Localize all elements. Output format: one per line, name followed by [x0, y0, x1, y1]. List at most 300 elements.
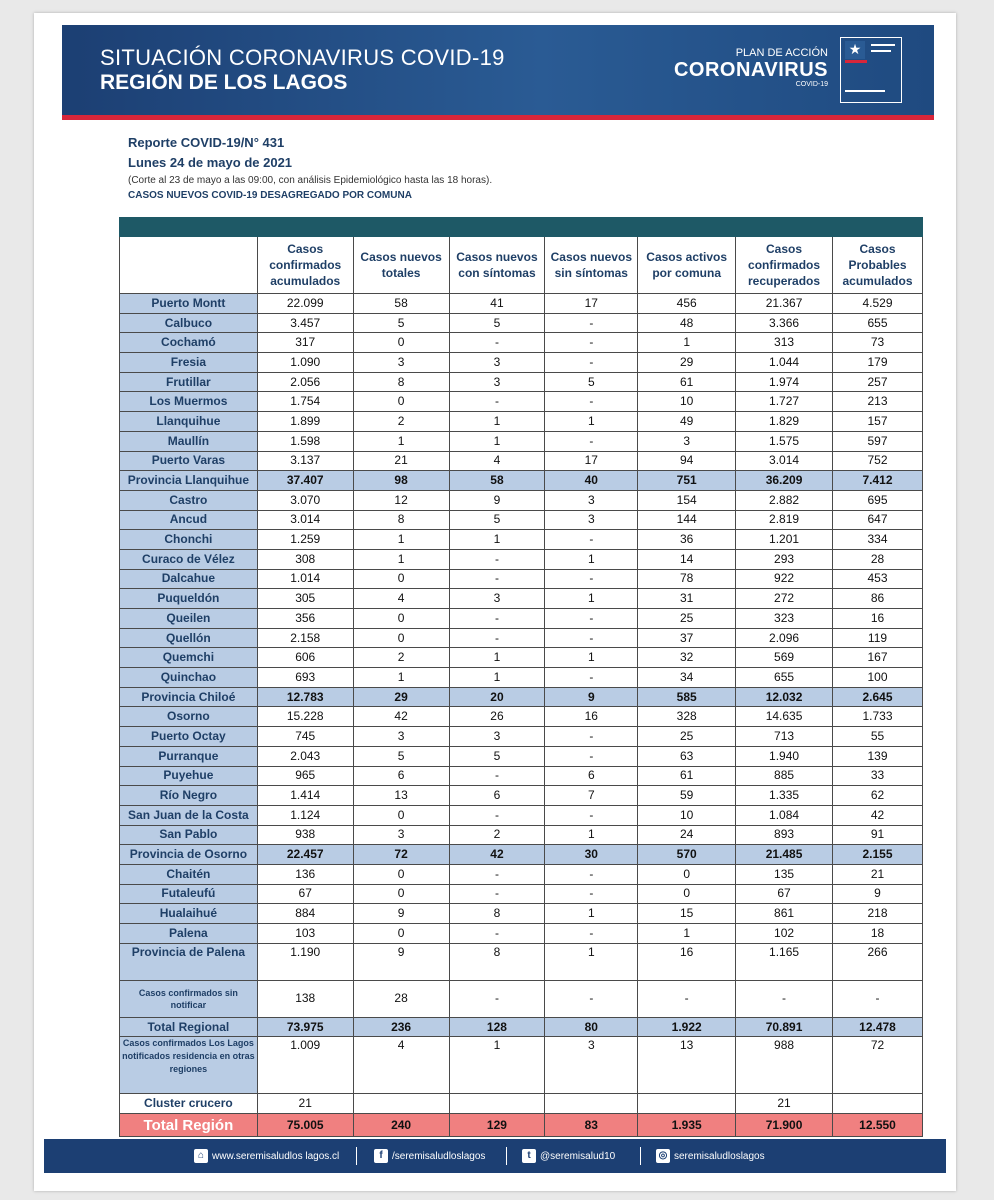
table-cell: 313 [736, 333, 833, 353]
footer-instagram[interactable] [656, 1149, 765, 1163]
table-cell: 72 [833, 1037, 923, 1094]
table-cell: 12.550 [833, 1114, 923, 1137]
table-cell: 884 [257, 904, 353, 924]
table-cell: 0 [353, 392, 449, 412]
table-cell: 3 [449, 589, 545, 609]
table-cell: - [545, 431, 638, 451]
table-cell: 71.900 [736, 1114, 833, 1137]
table-cell: 3 [353, 353, 449, 373]
table-cell: 1.259 [257, 530, 353, 550]
table-cell: 1 [353, 530, 449, 550]
table-cell: 2.645 [833, 687, 923, 707]
table-cell: 1 [545, 904, 638, 924]
table-cell: 6 [353, 766, 449, 786]
row-name: Futaleufú [120, 884, 258, 904]
table-cell: - [449, 609, 545, 629]
row-name: Puerto Montt [120, 294, 258, 314]
table-cell: 12.783 [257, 687, 353, 707]
table-cell: 8 [449, 943, 545, 980]
facebook-icon: f [374, 1149, 388, 1163]
header-banner [62, 25, 934, 120]
table-cell: 1.575 [736, 431, 833, 451]
row-name: Llanquihue [120, 412, 258, 432]
table-row [120, 392, 923, 412]
table-cell: 16 [833, 609, 923, 629]
table-cell: 0 [353, 864, 449, 884]
table-cell: 570 [638, 845, 736, 865]
table-cell: 3.014 [257, 510, 353, 530]
table-row [120, 805, 923, 825]
table-cell: - [545, 530, 638, 550]
table-cell: 3 [353, 727, 449, 747]
table-cell: 4 [449, 451, 545, 471]
table-cell: 1 [449, 530, 545, 550]
table-cell [545, 1094, 638, 1114]
table-cell: 0 [353, 609, 449, 629]
header-sin-sintomas: Casos nuevos sin síntomas [545, 237, 638, 294]
table-cell: 1.733 [833, 707, 923, 727]
table-cell: 965 [257, 766, 353, 786]
table-cell: - [545, 980, 638, 1017]
table-cell: - [736, 980, 833, 1017]
row-name: Cochamó [120, 333, 258, 353]
table-cell: - [449, 864, 545, 884]
table-row [120, 333, 923, 353]
table-cell: 1 [449, 668, 545, 688]
table-cell: 40 [545, 471, 638, 491]
table-cell: 328 [638, 707, 736, 727]
row-name: Provincia Llanquihue [120, 471, 258, 491]
table-cell: - [545, 353, 638, 373]
table-cell: 257 [833, 372, 923, 392]
header-recuperados: Casos confirmados recuperados [736, 237, 833, 294]
table-cell: 2.155 [833, 845, 923, 865]
table-cell: 139 [833, 746, 923, 766]
row-name: Puyehue [120, 766, 258, 786]
table-cell: 3 [638, 431, 736, 451]
row-name: Provincia Chiloé [120, 687, 258, 707]
table-cell: 1 [449, 1037, 545, 1094]
table-cell: - [449, 569, 545, 589]
header-comuna [120, 237, 258, 294]
table-cell: 15.228 [257, 707, 353, 727]
web-icon: ⌂ [194, 1149, 208, 1163]
table-row [120, 569, 923, 589]
table-cell: 36.209 [736, 471, 833, 491]
table-cell: 1.084 [736, 805, 833, 825]
table-cell: 98 [353, 471, 449, 491]
table-cell: 885 [736, 766, 833, 786]
table-cell: 751 [638, 471, 736, 491]
table-cell: 29 [353, 687, 449, 707]
table-cell: 10 [638, 805, 736, 825]
table-cell: 129 [449, 1114, 545, 1137]
table-cell: 1.940 [736, 746, 833, 766]
row-name: Río Negro [120, 786, 258, 806]
table-cell: 1.829 [736, 412, 833, 432]
table-cell: 3 [449, 353, 545, 373]
table-cell: 42 [449, 845, 545, 865]
table-cell: 28 [353, 980, 449, 1017]
table-cell: 1.165 [736, 943, 833, 980]
table-cell: 13 [353, 786, 449, 806]
table-cell: 3.366 [736, 313, 833, 333]
twitter-icon: t [522, 1149, 536, 1163]
footer-instagram-label: seremisaludloslagos [674, 1150, 765, 1162]
table-cell: 1 [545, 412, 638, 432]
table-row [120, 589, 923, 609]
row-name: Calbuco [120, 313, 258, 333]
row-name: Puerto Varas [120, 451, 258, 471]
table-cell: 55 [833, 727, 923, 747]
table-cell: 0 [353, 333, 449, 353]
table-cell: 2 [449, 825, 545, 845]
table-cell: 17 [545, 294, 638, 314]
table-cell: 61 [638, 766, 736, 786]
table-row [120, 372, 923, 392]
table-cell: 356 [257, 609, 353, 629]
table-cell: 2.882 [736, 490, 833, 510]
table-cell: 893 [736, 825, 833, 845]
table-cell: 693 [257, 668, 353, 688]
table-cell: 36 [638, 530, 736, 550]
footer-facebook-label: /seremisaludloslagos [392, 1150, 486, 1162]
table-row [120, 628, 923, 648]
table-cell: 1.201 [736, 530, 833, 550]
table-cell: 9 [833, 884, 923, 904]
prov-row [120, 471, 923, 491]
table-cell: 28 [833, 549, 923, 569]
table-cell: 58 [449, 471, 545, 491]
logo-line [871, 44, 895, 46]
table-cell: 0 [353, 805, 449, 825]
row-name: Total Región [120, 1114, 258, 1137]
table-row [120, 431, 923, 451]
row-name: Osorno [120, 707, 258, 727]
table-cell: 100 [833, 668, 923, 688]
table-cell: 62 [833, 786, 923, 806]
table-cell: 61 [638, 372, 736, 392]
table-header-row [120, 237, 923, 294]
table-cell: 21.485 [736, 845, 833, 865]
table-cell: 63 [638, 746, 736, 766]
table-row [120, 648, 923, 668]
row-name: Provincia de Palena [120, 943, 258, 980]
row-name: Quemchi [120, 648, 258, 668]
table-cell: 2 [353, 412, 449, 432]
document-page [34, 13, 956, 1191]
table-cell: 7 [545, 786, 638, 806]
footer-divider [640, 1147, 641, 1165]
cases-table [119, 217, 923, 1137]
header-con-sintomas: Casos nuevos con síntomas [449, 237, 545, 294]
table-cell: 1.014 [257, 569, 353, 589]
table-cell: 456 [638, 294, 736, 314]
row-name: Dalcahue [120, 569, 258, 589]
table-cell: 2.056 [257, 372, 353, 392]
logo-line [845, 90, 885, 92]
table-cell: 67 [736, 884, 833, 904]
row-name: Quinchao [120, 668, 258, 688]
table-cell: 1.935 [638, 1114, 736, 1137]
table-cell: 94 [638, 451, 736, 471]
row-name: Total Regional [120, 1017, 258, 1037]
footer-twitter[interactable] [522, 1149, 615, 1163]
table-cell: 12.478 [833, 1017, 923, 1037]
plan-label: PLAN DE ACCIÓN [735, 47, 828, 59]
table-cell: 1 [545, 943, 638, 980]
table-cell: - [833, 980, 923, 1017]
table-row [120, 530, 923, 550]
table-cell: 453 [833, 569, 923, 589]
table-cell: 20 [449, 687, 545, 707]
table-cell: 1.090 [257, 353, 353, 373]
table-cell: - [545, 805, 638, 825]
table-cell: 24 [638, 825, 736, 845]
table-cell: - [449, 766, 545, 786]
table-cell: 42 [833, 805, 923, 825]
table-cell: - [449, 884, 545, 904]
table-cell: 1 [545, 589, 638, 609]
footer-divider [506, 1147, 507, 1165]
table-cell: 1.190 [257, 943, 353, 980]
row-name: Provincia de Osorno [120, 845, 258, 865]
table-cell: 5 [449, 510, 545, 530]
table-cell: 655 [833, 313, 923, 333]
table-cell: 305 [257, 589, 353, 609]
table-cell: 14.635 [736, 707, 833, 727]
row-name: Curaco de Vélez [120, 549, 258, 569]
table-row [120, 313, 923, 333]
table-cell: 17 [545, 451, 638, 471]
table-cell: 334 [833, 530, 923, 550]
row-name: Quellón [120, 628, 258, 648]
table-cell: 0 [638, 864, 736, 884]
table-row [120, 707, 923, 727]
sin-row [120, 980, 923, 1017]
table-cell [638, 1094, 736, 1114]
table-row [120, 786, 923, 806]
table-cell: 585 [638, 687, 736, 707]
table-cell: - [545, 333, 638, 353]
row-name: Puerto Octay [120, 727, 258, 747]
table-cell: 72 [353, 845, 449, 865]
table-cell: - [449, 549, 545, 569]
table-cell: - [545, 864, 638, 884]
table-cell: 86 [833, 589, 923, 609]
table-cell: 317 [257, 333, 353, 353]
table-cell: 1 [449, 412, 545, 432]
table-cell: 938 [257, 825, 353, 845]
table-cell: 5 [449, 313, 545, 333]
table-cell: 2 [353, 648, 449, 668]
table-cell: - [449, 333, 545, 353]
table-cell: 9 [545, 687, 638, 707]
table-cell: 12 [353, 490, 449, 510]
logo-line [871, 50, 891, 52]
table-cell: 5 [545, 372, 638, 392]
table-cell: 144 [638, 510, 736, 530]
table-row [120, 412, 923, 432]
table-cell: 1.335 [736, 786, 833, 806]
table-cell: 15 [638, 904, 736, 924]
table-cell: 569 [736, 648, 833, 668]
table-cell: 1.754 [257, 392, 353, 412]
table-row [120, 490, 923, 510]
table-row [120, 353, 923, 373]
table-cell: 1 [353, 549, 449, 569]
row-name: Fresia [120, 353, 258, 373]
table-cell: 73.975 [257, 1017, 353, 1037]
table-row [120, 668, 923, 688]
table-cell: 1.124 [257, 805, 353, 825]
table-cell: 29 [638, 353, 736, 373]
table-cell: 5 [353, 313, 449, 333]
table-cell: 713 [736, 727, 833, 747]
table-cell: 16 [545, 707, 638, 727]
table-cell: 6 [545, 766, 638, 786]
cluster-row [120, 1094, 923, 1114]
table-cell: 9 [353, 904, 449, 924]
report-date: Lunes 24 de mayo de 2021 [128, 155, 293, 170]
table-cell: 37 [638, 628, 736, 648]
table-cell: 102 [736, 924, 833, 944]
table-cell: 37.407 [257, 471, 353, 491]
table-cell: 4.529 [833, 294, 923, 314]
table-cell: 0 [353, 628, 449, 648]
row-name: Chonchi [120, 530, 258, 550]
table-cell: 6 [449, 786, 545, 806]
table-cell: 31 [638, 589, 736, 609]
table-cell: - [545, 609, 638, 629]
table-cell: - [449, 980, 545, 1017]
header-confirmados: Casos confirmados acumulados [257, 237, 353, 294]
table-cell: 0 [353, 924, 449, 944]
table-cell: - [449, 805, 545, 825]
table-cell: 606 [257, 648, 353, 668]
table-cell: 49 [638, 412, 736, 432]
covid-label: COVID-19 [795, 81, 828, 88]
table-cell: 25 [638, 727, 736, 747]
table-cell: 5 [353, 746, 449, 766]
table-cell: 1 [449, 648, 545, 668]
flag-stripe [845, 60, 867, 63]
table-cell: 34 [638, 668, 736, 688]
table-cell: - [638, 980, 736, 1017]
table-row [120, 864, 923, 884]
table-cell: - [545, 924, 638, 944]
government-logo [840, 37, 902, 103]
table-cell: 75.005 [257, 1114, 353, 1137]
pal-row [120, 943, 923, 980]
row-name: San Pablo [120, 825, 258, 845]
table-cell: 8 [353, 510, 449, 530]
row-name: Palena [120, 924, 258, 944]
star-icon: ★ [845, 41, 865, 59]
table-cell: 5 [449, 746, 545, 766]
prov-row [120, 845, 923, 865]
table-cell: 18 [833, 924, 923, 944]
table-cell: 32 [638, 648, 736, 668]
table-cell: 157 [833, 412, 923, 432]
table-cell: 1.974 [736, 372, 833, 392]
table-cell: 745 [257, 727, 353, 747]
table-cell: 167 [833, 648, 923, 668]
row-name: Queilen [120, 609, 258, 629]
table-row [120, 884, 923, 904]
table-cell: 70.891 [736, 1017, 833, 1037]
table-cell: 266 [833, 943, 923, 980]
table-cell: 16 [638, 943, 736, 980]
table-row [120, 904, 923, 924]
table-cell: 323 [736, 609, 833, 629]
table-cell: - [545, 668, 638, 688]
table-cell: 922 [736, 569, 833, 589]
row-name: Casos confirmados Los Lagos notificados residencia en otras regiones [120, 1037, 258, 1094]
table-cell: 41 [449, 294, 545, 314]
table-cell: 218 [833, 904, 923, 924]
table-cell: - [545, 628, 638, 648]
table-cell: 1 [353, 431, 449, 451]
table-row [120, 510, 923, 530]
table-cell: 1 [545, 648, 638, 668]
table-cell: 1 [449, 431, 545, 451]
footer-facebook[interactable] [374, 1149, 485, 1163]
table-cell: 236 [353, 1017, 449, 1037]
table-cell: 1 [545, 825, 638, 845]
table-cell: 80 [545, 1017, 638, 1037]
table-cell: 240 [353, 1114, 449, 1137]
table-cell: 59 [638, 786, 736, 806]
table-row [120, 766, 923, 786]
table-cell: 10 [638, 392, 736, 412]
table-cell: 22.457 [257, 845, 353, 865]
table-cell: 179 [833, 353, 923, 373]
header-probables: Casos Probables acumulados [833, 237, 923, 294]
plan-logo [668, 47, 828, 88]
footer-bar [44, 1139, 946, 1173]
table-cell: - [545, 727, 638, 747]
table-cell: 213 [833, 392, 923, 412]
table-cell: 752 [833, 451, 923, 471]
table-cell: 7.412 [833, 471, 923, 491]
table-cell: 4 [353, 1037, 449, 1094]
table-row [120, 746, 923, 766]
table-row [120, 825, 923, 845]
footer-web-label: www.seremisaludlos lagos.cl [212, 1150, 340, 1162]
table-cell: 73 [833, 333, 923, 353]
table-cell: - [545, 884, 638, 904]
table-cell: 21 [833, 864, 923, 884]
table-cell: 655 [736, 668, 833, 688]
table-cell: 21 [257, 1094, 353, 1114]
table-cell: 0 [638, 884, 736, 904]
table-cell: 1 [545, 549, 638, 569]
table-cell: 8 [449, 904, 545, 924]
table-cell: 91 [833, 825, 923, 845]
table-row [120, 549, 923, 569]
footer-web[interactable] [194, 1149, 339, 1163]
report-number: Reporte COVID-19/N° 431 [128, 135, 285, 150]
table-row [120, 609, 923, 629]
table-cell: 33 [833, 766, 923, 786]
table-row [120, 451, 923, 471]
table-row [120, 924, 923, 944]
table-cell: - [449, 392, 545, 412]
table-cell: 695 [833, 490, 923, 510]
table-cell: - [449, 924, 545, 944]
table-cell: 0 [353, 884, 449, 904]
